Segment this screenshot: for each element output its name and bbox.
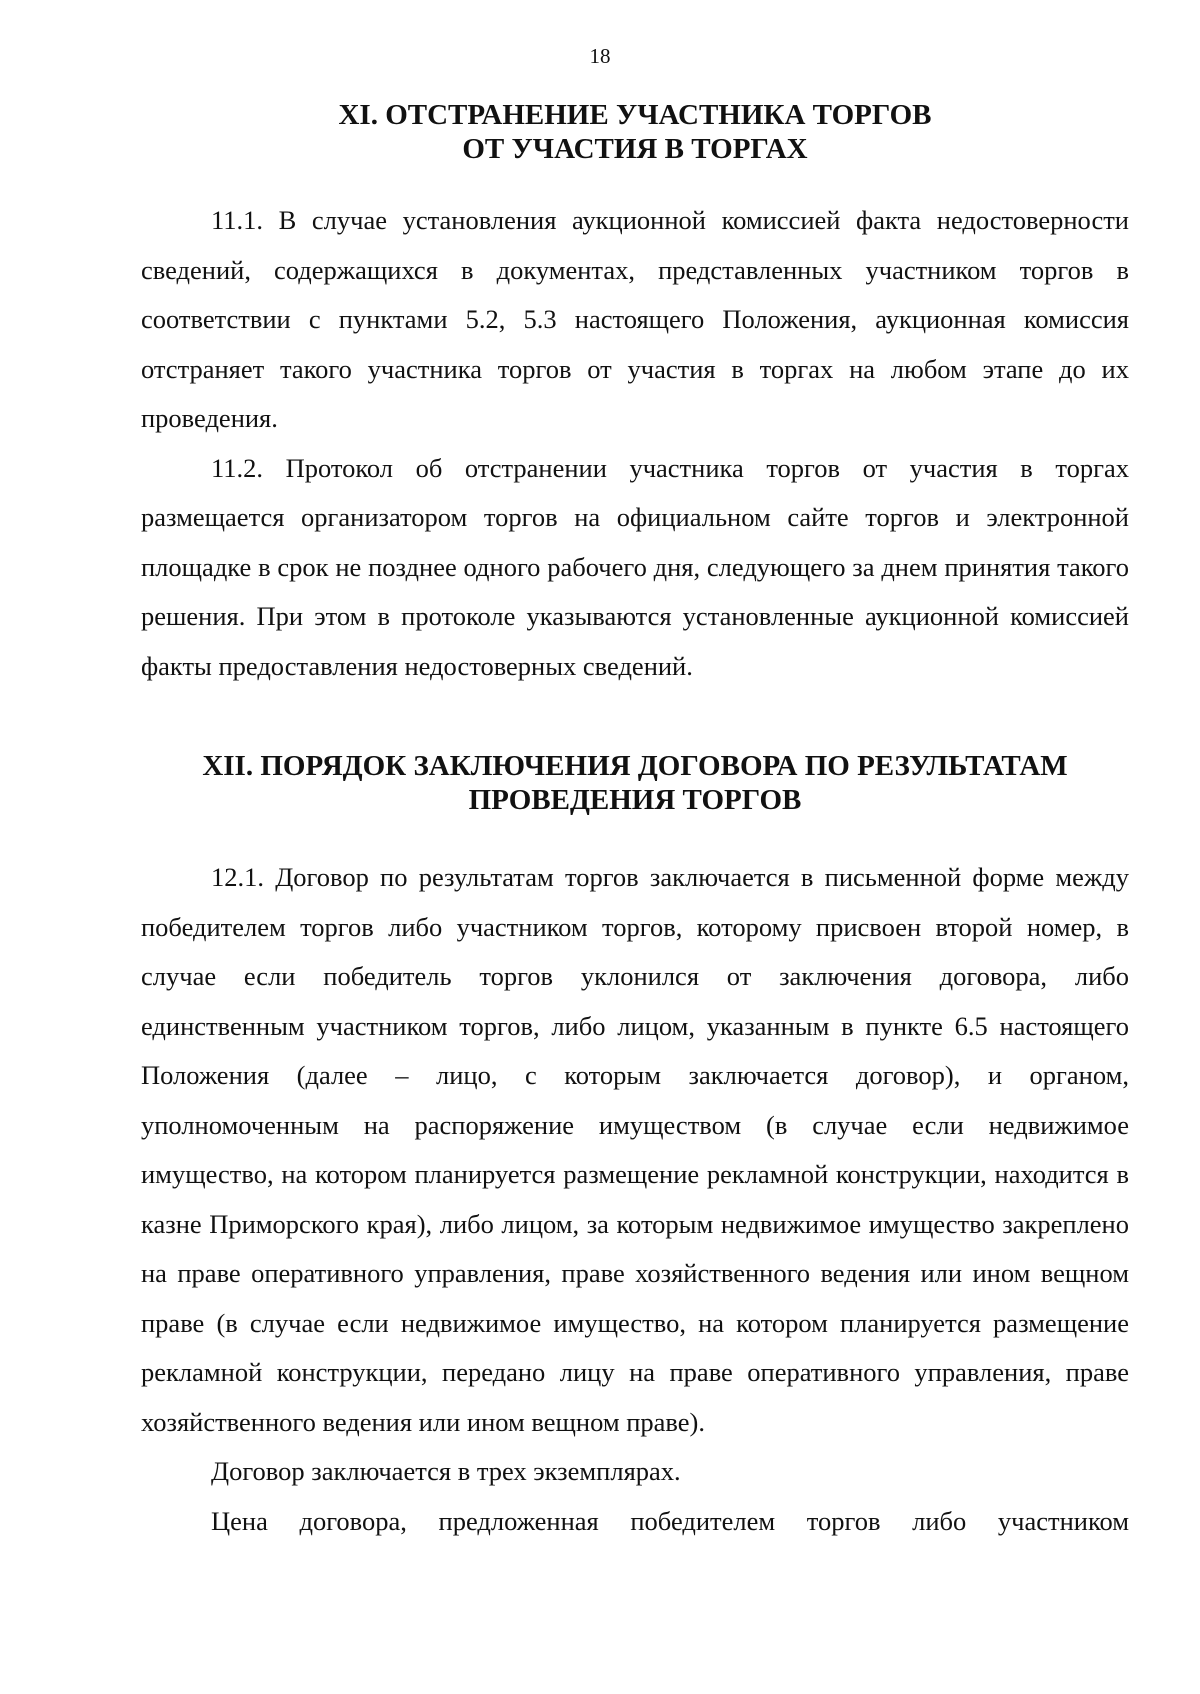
document-body — [141, 92, 1129, 1546]
section-11-title-line2: ОТ УЧАСТИЯ В ТОРГАХ — [462, 133, 808, 165]
paragraph-11-2: 11.2. Протокол об отстранении участника торгов от участия в торгах размещается организатором торгов на официальном сайте торгов и электронной площадке в срок не позднее одного рабочего дня, следующего за днем принятия такого решения. При этом в протоколе указываются установленные аукционной комиссией факты предоставления недостоверных сведений. — [141, 452, 1129, 681]
paragraph-contract-copies: Договор заключается в трех экземплярах. — [211, 1456, 681, 1486]
paragraph-contract-price: Цена договора, предложенная победителем торгов либо участником — [211, 1505, 1129, 1536]
section-12-title — [141, 749, 1129, 817]
section-11-title-line1: XI. ОТСТРАНЕНИЕ УЧАСТНИКА ТОРГОВ — [338, 99, 932, 131]
page-number: 18 — [589, 44, 611, 68]
paragraph-12-1: 12.1. Договор по результатам торгов заключается в письменной форме между победителем торгов либо участником торгов, которому присвоен второй номер, в случае если победитель торгов уклонился от заключения договора, либо единственным участником торгов, либо лицом, указанным в пункте 6.5 настоящего Положения (далее – лицо, с которым заключается договор), и органом, уполномоченным на распоряжение имуществом (в случае если недвижимое имущество, на котором планируется размещение рекламной конструкции, находится в казне Приморского края), либо лицом, за которым недвижимое имущество закреплено на праве оперативного управления, праве хозяйственного ведения или ином вещном праве (в случае если недвижимое имущество, на котором планируется размещение рекламной конструкции, передано лицу на праве оперативного управления, праве хозяйственного ведения или ином вещном праве). — [141, 862, 1129, 1437]
paragraph-11-1: 11.1. В случае установления аукционной комиссией факта недостоверности сведений, содержащихся в документах, представленных участником торгов в соответствии с пунктами 5.2, 5.3 настоящего Положения, аукционная комиссия отстраняет такого участника торгов от участия в торгах на любом этапе до их проведения. — [141, 205, 1129, 433]
section-12-title-line1: XII. ПОРЯДОК ЗАКЛЮЧЕНИЯ ДОГОВОРА ПО РЕЗУЛЬТАТАМ — [202, 750, 1068, 782]
section-11-title — [141, 98, 1129, 166]
section-12-title-line2: ПРОВЕДЕНИЯ ТОРГОВ — [468, 784, 802, 816]
